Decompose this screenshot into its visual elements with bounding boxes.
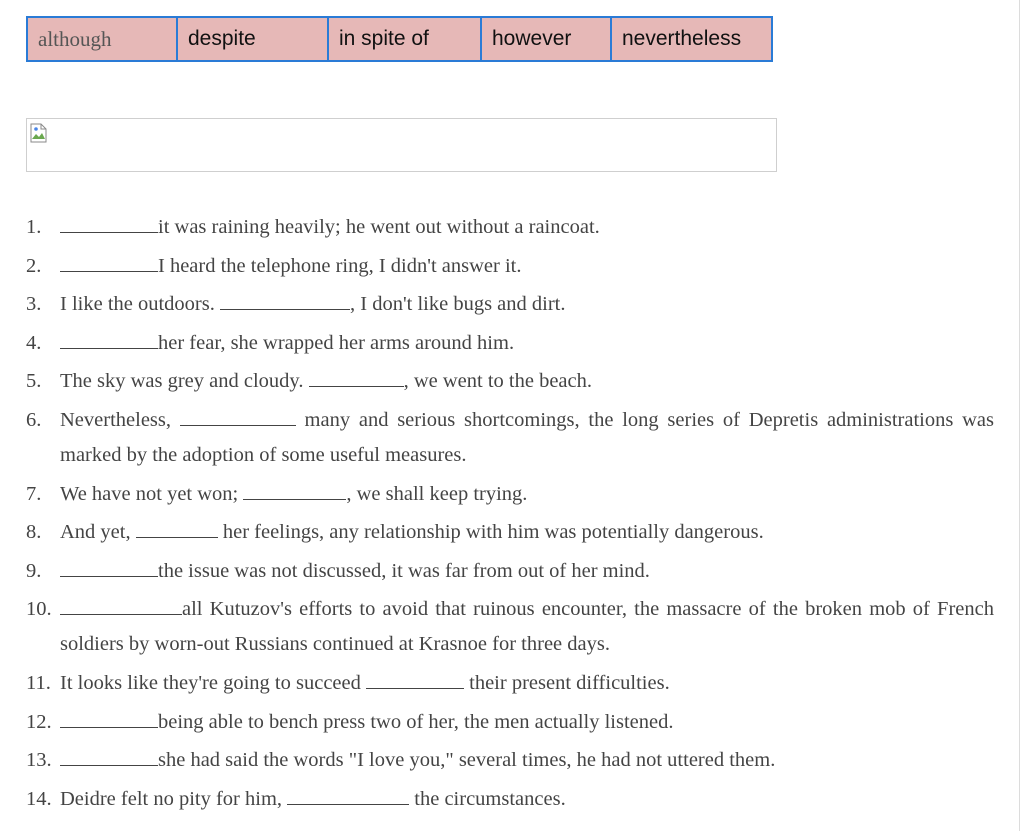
broken-image-icon — [30, 123, 48, 143]
item-text-after: being able to bench press two of her, the men actually listened. — [158, 710, 674, 733]
item-text-after: her fear, she wrapped her arms around him. — [158, 331, 515, 354]
word-bank-cell: although — [27, 17, 177, 61]
answer-blank — [366, 668, 464, 689]
page-right-border — [1019, 0, 1020, 831]
answer-blank — [180, 405, 296, 426]
item-number: 11. — [26, 671, 51, 694]
exercise-item — [26, 515, 994, 550]
answer-blank — [287, 784, 409, 805]
item-text-after: , we went to the beach. — [403, 370, 593, 393]
word-bank-cell: despite — [177, 17, 328, 61]
exercise-item — [26, 743, 994, 778]
item-text-after: she had said the words "I love you," several times, he had not uttered them. — [158, 749, 776, 772]
exercise-item — [26, 364, 994, 399]
item-text-after: their present difficulties. — [464, 671, 670, 694]
item-text-before: It looks like they're going to succeed — [60, 671, 366, 694]
exercise-item — [26, 210, 994, 245]
item-text-after: all Kutuzov's efforts to avoid that ruinous encounter, the massacre of the broken mob of French soldiers by worn-out Russians continued at Krasnoe for three days. — [60, 598, 994, 656]
item-text-after: I heard the telephone ring, I didn't answer it. — [158, 254, 522, 277]
exercise-item — [26, 403, 994, 473]
item-text-before: And yet, — [60, 521, 136, 544]
item-number: 9. — [26, 559, 42, 582]
item-number: 6. — [26, 408, 42, 431]
item-text-after: her feelings, any relationship with him was potentially dangerous. — [217, 521, 764, 544]
item-number: 10. — [26, 598, 52, 621]
item-text-after: the issue was not discussed, it was far from out of her mind. — [158, 559, 650, 582]
item-text-after: the circumstances. — [409, 787, 566, 810]
item-text-before: Nevertheless, — [60, 408, 180, 431]
item-number: 1. — [26, 216, 42, 238]
word-bank-table — [26, 16, 773, 62]
answer-blank — [243, 479, 346, 500]
answer-blank — [60, 556, 158, 577]
exercise-item — [26, 554, 994, 589]
item-text-before: I like the outdoors. — [60, 293, 220, 316]
answer-blank — [60, 328, 158, 349]
exercise-item — [26, 477, 994, 512]
item-number: 13. — [26, 749, 52, 772]
exercise-item — [26, 782, 994, 817]
item-number: 7. — [26, 482, 42, 505]
item-number: 2. — [26, 254, 42, 277]
exercise-item — [26, 326, 994, 361]
word-bank-cell: however — [481, 17, 611, 61]
item-number: 4. — [26, 331, 42, 354]
answer-blank — [60, 594, 182, 615]
exercise-item — [26, 705, 994, 740]
answer-blank — [309, 366, 404, 387]
exercise-item — [26, 249, 994, 284]
word-bank-cell: nevertheless — [611, 17, 772, 61]
exercise-list — [26, 210, 994, 820]
item-number: 5. — [26, 370, 42, 393]
item-number: 8. — [26, 521, 42, 544]
item-number: 14. — [26, 787, 52, 810]
item-number: 12. — [26, 710, 52, 733]
answer-blank — [136, 517, 218, 538]
answer-blank — [60, 707, 158, 728]
item-text-after: , we shall keep trying. — [346, 482, 528, 505]
exercise-item — [26, 592, 994, 662]
answer-blank — [60, 251, 158, 272]
answer-blank — [220, 289, 350, 310]
item-text-before: Deidre felt no pity for him, — [60, 787, 288, 810]
item-number: 3. — [26, 293, 42, 316]
word-bank-cell: in spite of — [328, 17, 481, 61]
image-placeholder — [26, 118, 777, 172]
answer-blank — [60, 212, 158, 233]
item-text-after: it was raining heavily; he went out without a raincoat. — [158, 216, 600, 238]
answer-blank — [60, 745, 158, 766]
item-text-before: The sky was grey and cloudy. — [60, 370, 309, 393]
item-text-after: , I don't like bugs and dirt. — [350, 293, 566, 316]
item-text-after: many and serious shortcomings, the long series of Depretis administrations was marked by the adoption of some useful measures. — [60, 408, 994, 466]
item-text-before: We have not yet won; — [60, 482, 244, 505]
exercise-item — [26, 666, 994, 701]
exercise-item — [26, 287, 994, 322]
